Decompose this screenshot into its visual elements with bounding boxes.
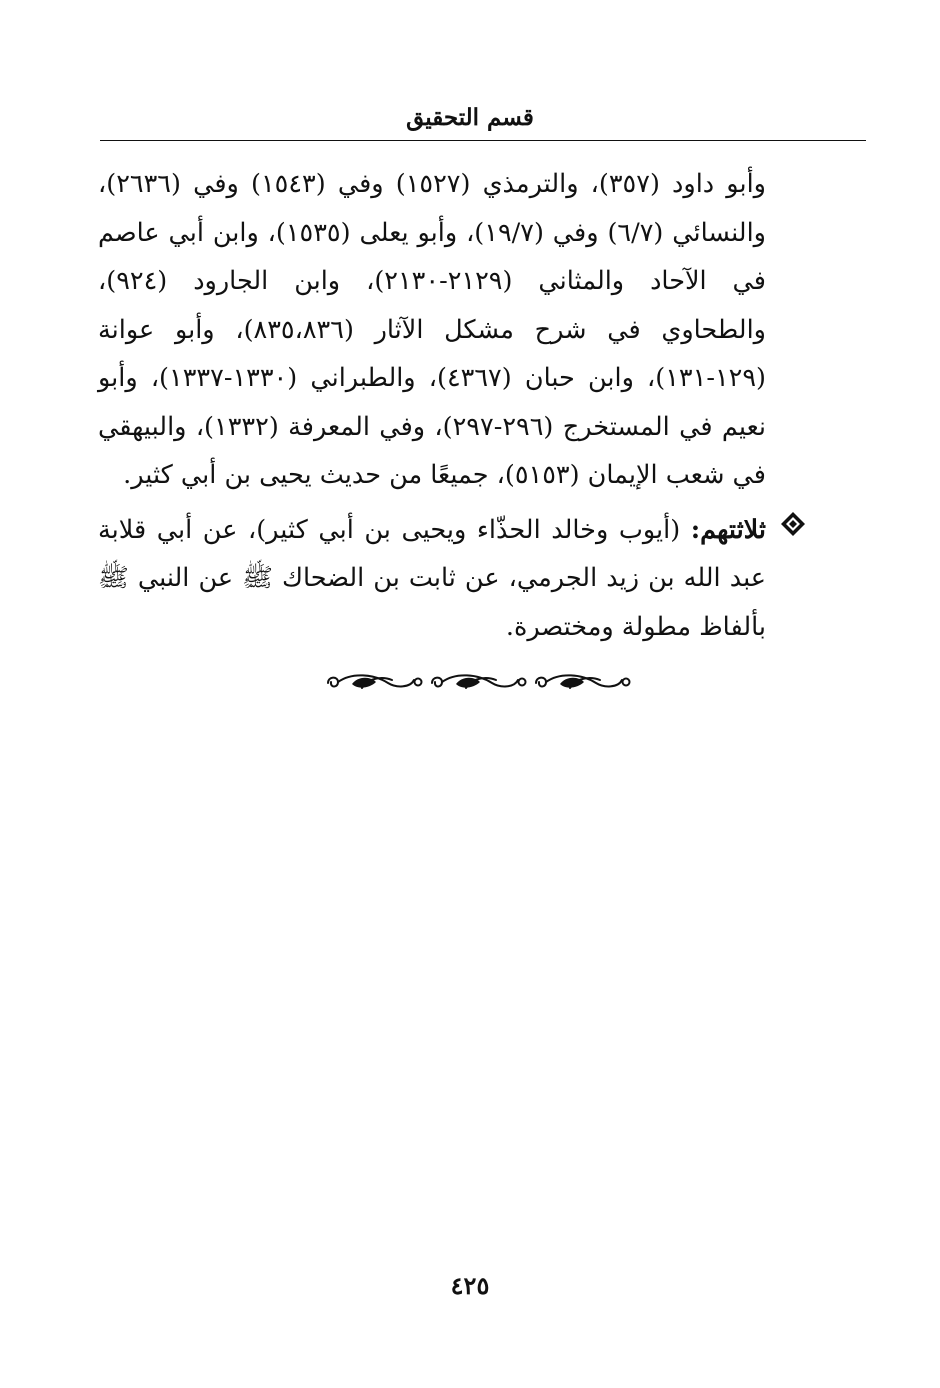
paragraph-body-text: (أيوب وخالد الحذّاء ويحيى بن أبي كثير)، عن أبي قلابة عبد الله بن زيد الجرمي، عن ثابت بن الضحاك ﷺ عن النبي ﷺ بألفاظ مطولة ومختصرة. — [98, 514, 766, 642]
paragraph-citations: وأبو داود (٣٥٧)، والترمذي (١٥٢٧) وفي (١٥٤٣) وفي (٢٦٣٦)، والنسائي (٦/٧) وفي (١٩/٧)، وأبو يعلى (١٥٣٥)، وابن أبي عاصم في الآحاد والمثاني (٢١٢٩-٢١٣٠)، وابن الجارود (٩٢٤)، والطحاوي في شرح مشكل الآثار (٨٣٥،٨٣٦)، وأبو عوانة (١٢٩-١٣١)، وابن حبان (٤٣٦٧)، والطبراني (١٣٣٠-١٣٣٧)، وأبو نعيم في المستخرج (٢٩٦-٢٩٧)، وفي المعرفة (١٣٣٢)، والبيهقي في شعب الإيمان (٥١٥٣)، جميعًا من حديث يحيى بن أبي كثير. — [98, 169, 766, 490]
paragraph-three-narrators — [98, 506, 766, 652]
diamond-bullet-icon — [780, 511, 806, 537]
header-divider-line — [100, 140, 866, 141]
floral-divider-ornament — [322, 668, 634, 698]
page-header-title: قسم التحقيق — [406, 104, 534, 131]
page-number: ٤٢٥ — [450, 1271, 490, 1300]
paragraph-lead-word: ثلاثتهم: — [690, 514, 766, 545]
main-text-block — [98, 160, 766, 651]
